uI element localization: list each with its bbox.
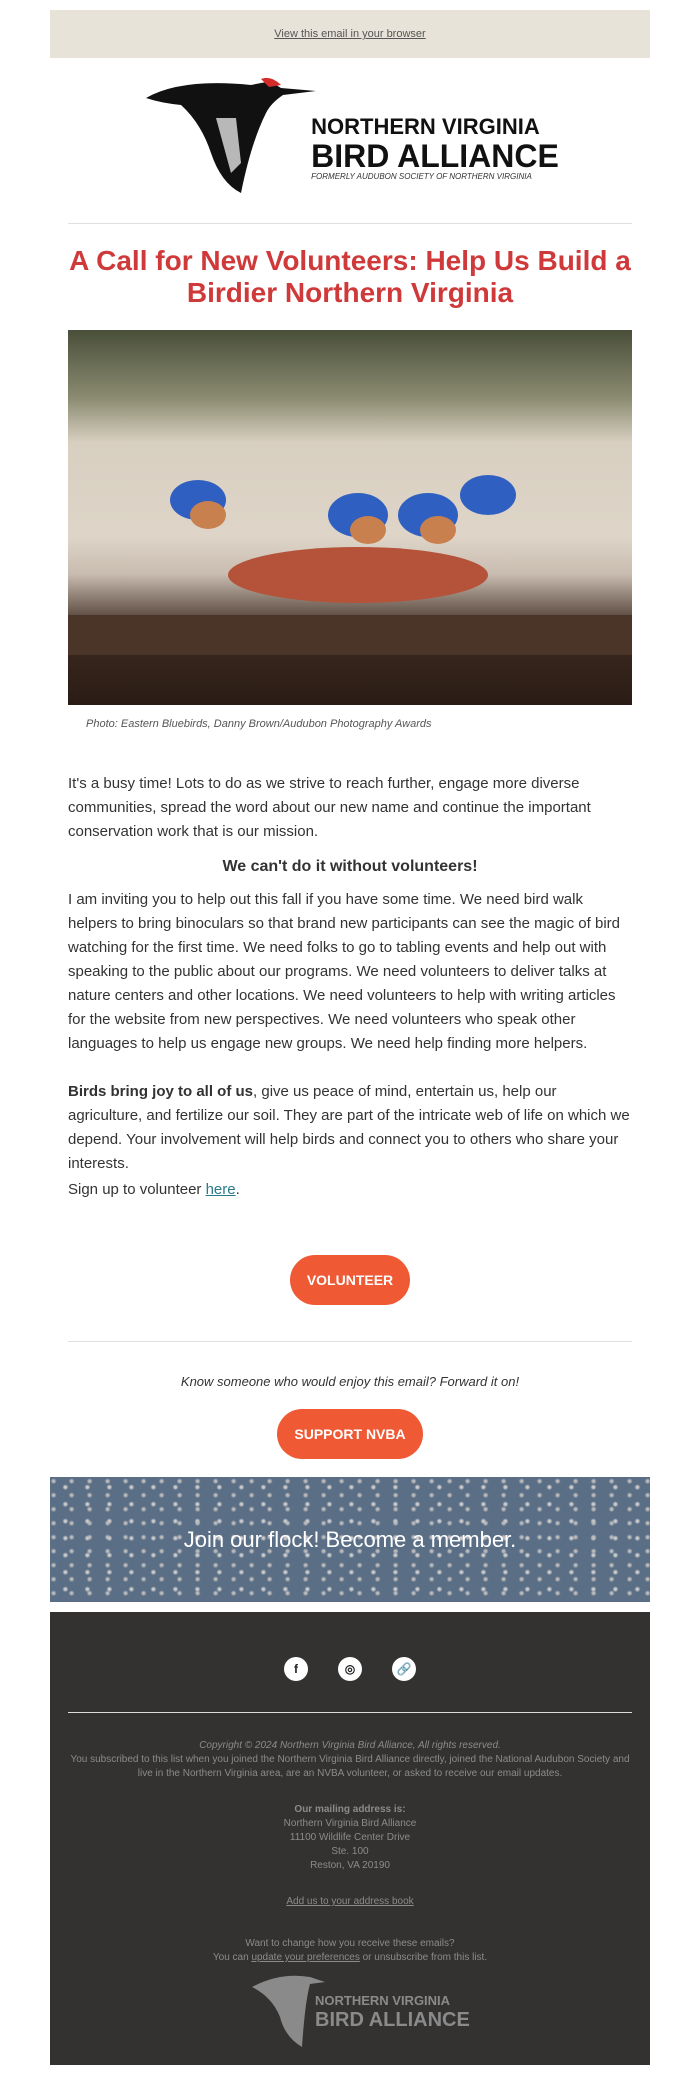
woodpecker-gray-icon — [250, 1972, 325, 2052]
birds-joy-paragraph — [68, 1080, 632, 1176]
intro-paragraph: It's a busy time! Lots to do as we strive to reach further, engage more diverse communities, spread the word about our new name and continue the important conservation work that is our mission. — [68, 775, 591, 840]
photo-caption: Photo: Eastern Bluebirds, Danny Brown/Audubon Photography Awards — [86, 718, 432, 730]
logo-tagline: FORMERLY AUDUBON SOCIETY OF NORTHERN VIRGINIA — [311, 172, 532, 181]
address-line: Reston, VA 20190 — [310, 1860, 390, 1871]
footer — [50, 1612, 650, 2065]
birds-joy-text: , give us peace of mind, entertain us, help our agriculture, and fertilize our soil. They are part of the intricate web of life on which we depend. Your involvement will help birds and connect you to others who share your interests. — [68, 1083, 630, 1172]
signup-suffix: . — [235, 1181, 240, 1198]
preferences-line — [68, 1951, 632, 1965]
add-address-book-link[interactable]: Add us to your address book — [286, 1896, 414, 1907]
logo-line2: BIRD ALLIANCE — [311, 138, 559, 174]
you-can-text: You can — [212, 1952, 252, 1963]
instagram-icon[interactable]: ◎ — [338, 1657, 362, 1681]
address-line: 11100 Wildlife Center Drive — [289, 1832, 411, 1843]
forward-text: Know someone who would enjoy this email? Forward it on! — [180, 1374, 520, 1389]
unsubscribe-text[interactable]: or unsubscribe from this list. — [359, 1952, 488, 1963]
support-nvba-button[interactable]: SUPPORT NVBA — [277, 1409, 423, 1459]
signup-here-link[interactable]: here — [205, 1181, 236, 1198]
copyright: Copyright © 2024 Northern Virginia Bird Alliance, All rights reserved. — [199, 1740, 501, 1751]
mailing-label: Our mailing address is: — [294, 1804, 406, 1815]
divider — [68, 223, 632, 224]
nvba-logo[interactable] — [50, 70, 650, 205]
article-title: A Call for New Volunteers: Help Us Build a Birdier Northern Virginia — [69, 245, 631, 308]
footer-logo-line1: NORTHERN VIRGINIA — [315, 1993, 451, 2008]
update-preferences-link[interactable]: update your preferences — [251, 1952, 360, 1963]
divider — [68, 1341, 632, 1342]
bluebirds-photo — [68, 330, 632, 705]
view-in-browser-link[interactable]: View this email in your browser — [274, 28, 426, 40]
bluebirds-illustration — [68, 330, 632, 705]
signup-text: Sign up to volunteer — [68, 1181, 206, 1198]
subscription-note: You subscribed to this list when you joined the Northern Virginia Bird Alliance directly, joined the National Audubon Society and live in the Northern Virginia area, are an NVBA volunteer, or asked to receive our email updates. — [70, 1754, 630, 1779]
change-question: Want to change how you receive these emails? — [245, 1938, 455, 1949]
volunteer-needs-paragraph: I am inviting you to help out this fall if you have some time. We need bird walk helpers to bring binoculars so that brand new participants can see the magic of bird watching for the first time. We need folks to go to tabling events and help out with speaking to the public about our programs. We need volunteers to deliver talks at nature centers and other locations. We need volunteers to help with writing articles for the website from new perspectives. We need volunteers who speak other languages to help us engage new groups. We need help finding more helpers. — [68, 891, 620, 1052]
footer-logo-line2: BIRD ALLIANCE — [315, 2009, 470, 2031]
view-in-browser-bar — [50, 10, 650, 58]
link-icon[interactable]: 🔗 — [392, 1657, 416, 1681]
volunteer-button[interactable]: VOLUNTEER — [290, 1255, 410, 1305]
address-line: Ste. 100 — [331, 1846, 369, 1857]
birds-joy-bold: Birds bring joy to all of us — [68, 1083, 254, 1100]
footer-divider — [68, 1712, 632, 1713]
address-line: Northern Virginia Bird Alliance — [283, 1818, 417, 1829]
membership-banner[interactable] — [50, 1477, 650, 1602]
signup-paragraph — [68, 1178, 632, 1202]
facebook-icon[interactable]: f — [284, 1657, 308, 1681]
subheading: We can't do it without volunteers! — [222, 858, 478, 875]
footer-logo — [250, 1972, 470, 2052]
social-links — [50, 1657, 650, 1681]
membership-text: Join our flock! Become a member. — [183, 1526, 517, 1552]
logo-line1: NORTHERN VIRGINIA — [311, 114, 540, 139]
